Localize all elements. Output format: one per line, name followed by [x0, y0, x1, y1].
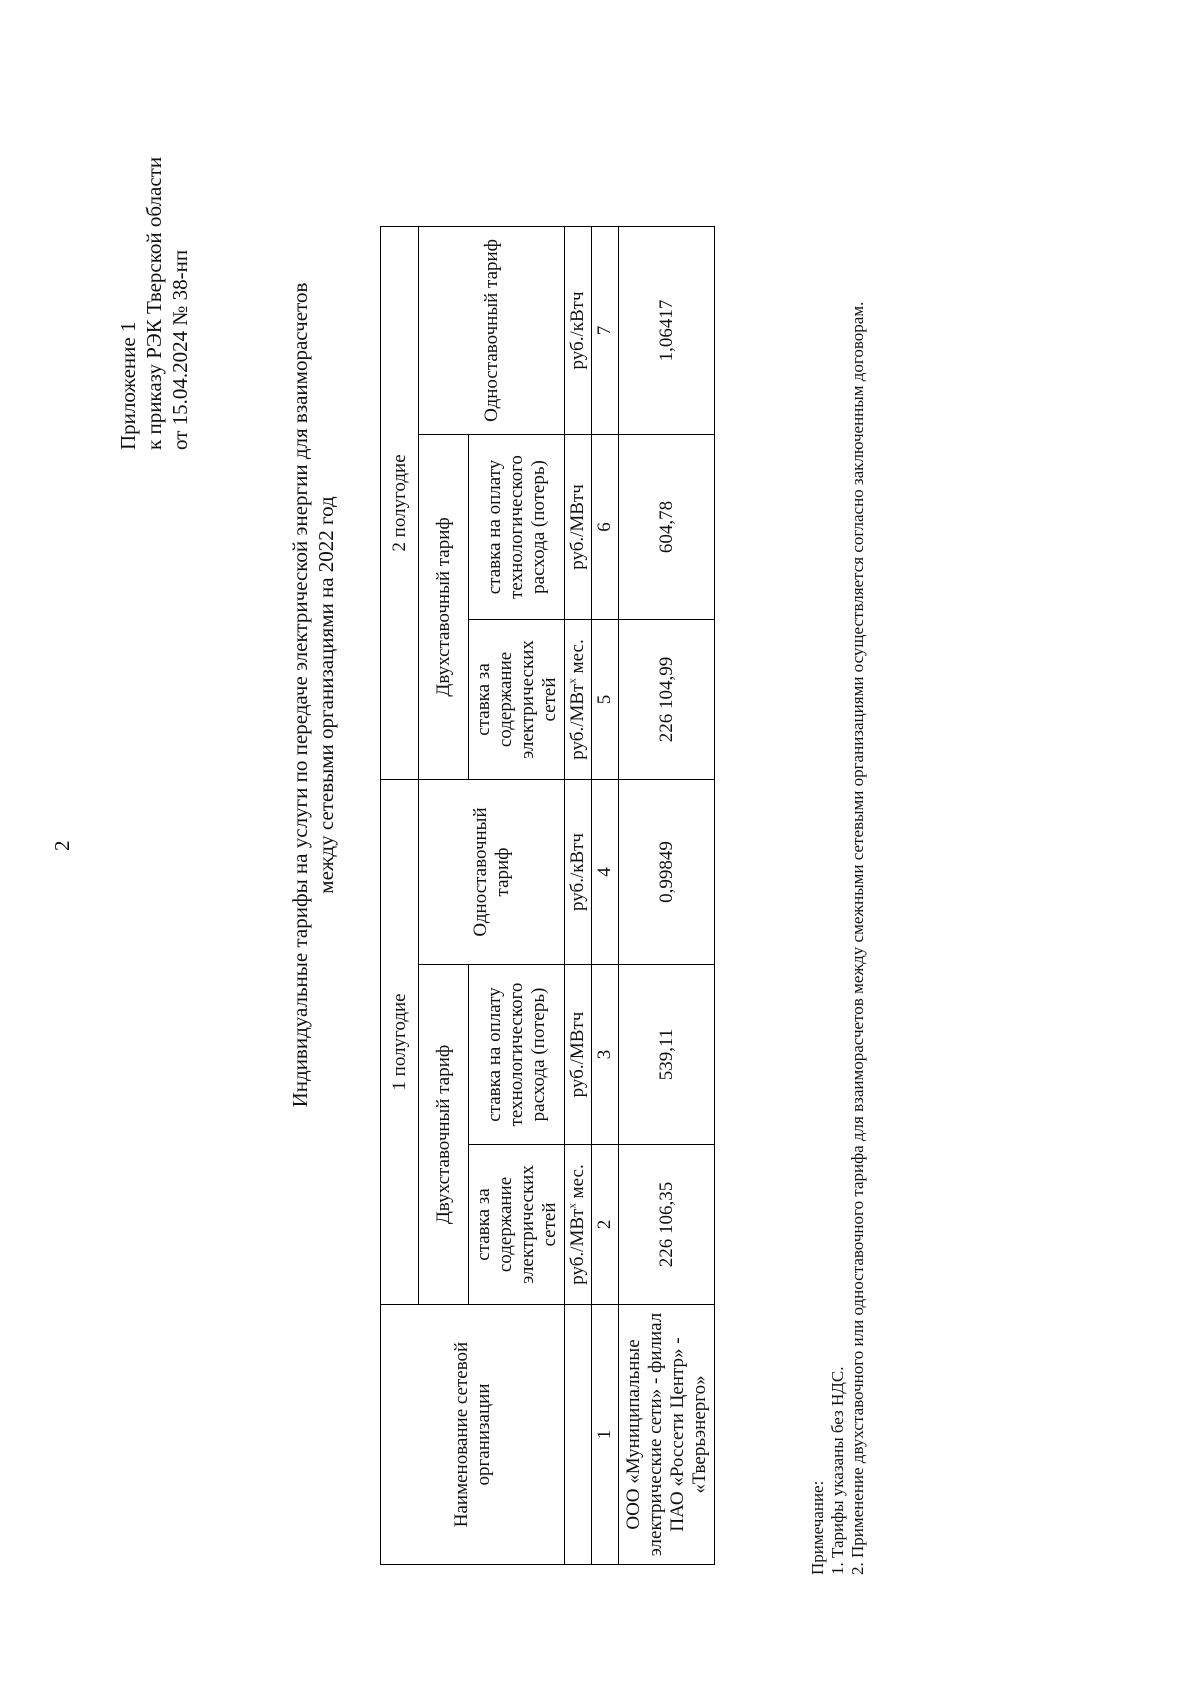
col-number-1: 1: [592, 1305, 619, 1565]
half1-maintenance-rate-header: ставка за содержание электрических сетей: [469, 1145, 565, 1305]
value-half2-one-part: 1,06417: [619, 226, 715, 434]
notes-section: [808, 275, 868, 1575]
appendix-line-3: от 15.04.2024 № 38-нп: [168, 249, 192, 450]
unit-losses-2: руб./МВтч: [565, 434, 592, 619]
col-number-5: 5: [592, 619, 619, 779]
page-number: 2: [50, 840, 74, 851]
appendix-header: [115, 70, 193, 450]
unit-maintenance-2: руб./МВт$^х$ мес.: [565, 619, 592, 779]
org-name: ООО «Муниципальные электрические сети» - филиал ПАО «Россети Центр» - «Тверьэнерго»: [619, 1305, 715, 1565]
half1-one-part-header: Одноставочный тариф: [419, 779, 565, 964]
value-half2-losses: 604,78: [619, 434, 715, 619]
half1-two-part-header: Двухставочный тариф: [419, 965, 469, 1305]
half2-header: 2 полугодие: [381, 226, 419, 779]
unit-blank: [565, 1305, 592, 1565]
half2-one-part-header: Одноставочный тариф: [419, 226, 565, 434]
appendix-line-1: Приложение 1: [116, 321, 140, 450]
title-line-2: между сетевыми организациями на 2022 год: [314, 496, 338, 894]
title-line-1: Индивидуальные тарифы на услуги по передаче электрической энергии для взаиморасчетов: [288, 282, 312, 1108]
half2-maintenance-rate-header: ставка за содержание электрических сетей: [469, 619, 565, 779]
unit-one-part-1: руб./кВтч: [565, 779, 592, 964]
col-number-3: 3: [592, 965, 619, 1145]
appendix-line-2: к приказу РЭК Тверской области: [142, 156, 166, 450]
value-half1-losses: 539,11: [619, 965, 715, 1145]
org-name-header: Наименование сетевой организации: [381, 1305, 565, 1565]
unit-one-part-2: руб./кВтч: [565, 226, 592, 434]
col-number-2: 2: [592, 1145, 619, 1305]
tariff-table: [380, 226, 715, 1565]
unit-maintenance-1: руб./МВт$^х$ мес.: [565, 1145, 592, 1305]
value-half1-maintenance: 226 106,35: [619, 1145, 715, 1305]
note-2: 2. Применение двухставочного или одноставочного тарифа для взаиморасчетов между смежными сетевыми организациями осуществляется согласно заключенным договорам.: [848, 301, 867, 1575]
value-half1-one-part: 0,99849: [619, 779, 715, 964]
note-1: 1. Тарифы указаны без НДС.: [828, 1366, 847, 1575]
table-row: [619, 226, 715, 1564]
value-half2-maintenance: 226 104,99: [619, 619, 715, 779]
document-title: [287, 145, 339, 1245]
half2-two-part-header: Двухставочный тариф: [419, 434, 469, 779]
half1-header: 1 полугодие: [381, 779, 419, 1304]
col-number-4: 4: [592, 779, 619, 964]
notes-heading: Примечание:: [808, 1480, 827, 1575]
col-number-7: 7: [592, 226, 619, 434]
unit-losses-1: руб./МВтч: [565, 965, 592, 1145]
col-number-6: 6: [592, 434, 619, 619]
half2-losses-rate-header: ставка на оплату технологического расхода (потерь): [469, 434, 565, 619]
half1-losses-rate-header: ставка на оплату технологического расхода (потерь): [469, 965, 565, 1145]
